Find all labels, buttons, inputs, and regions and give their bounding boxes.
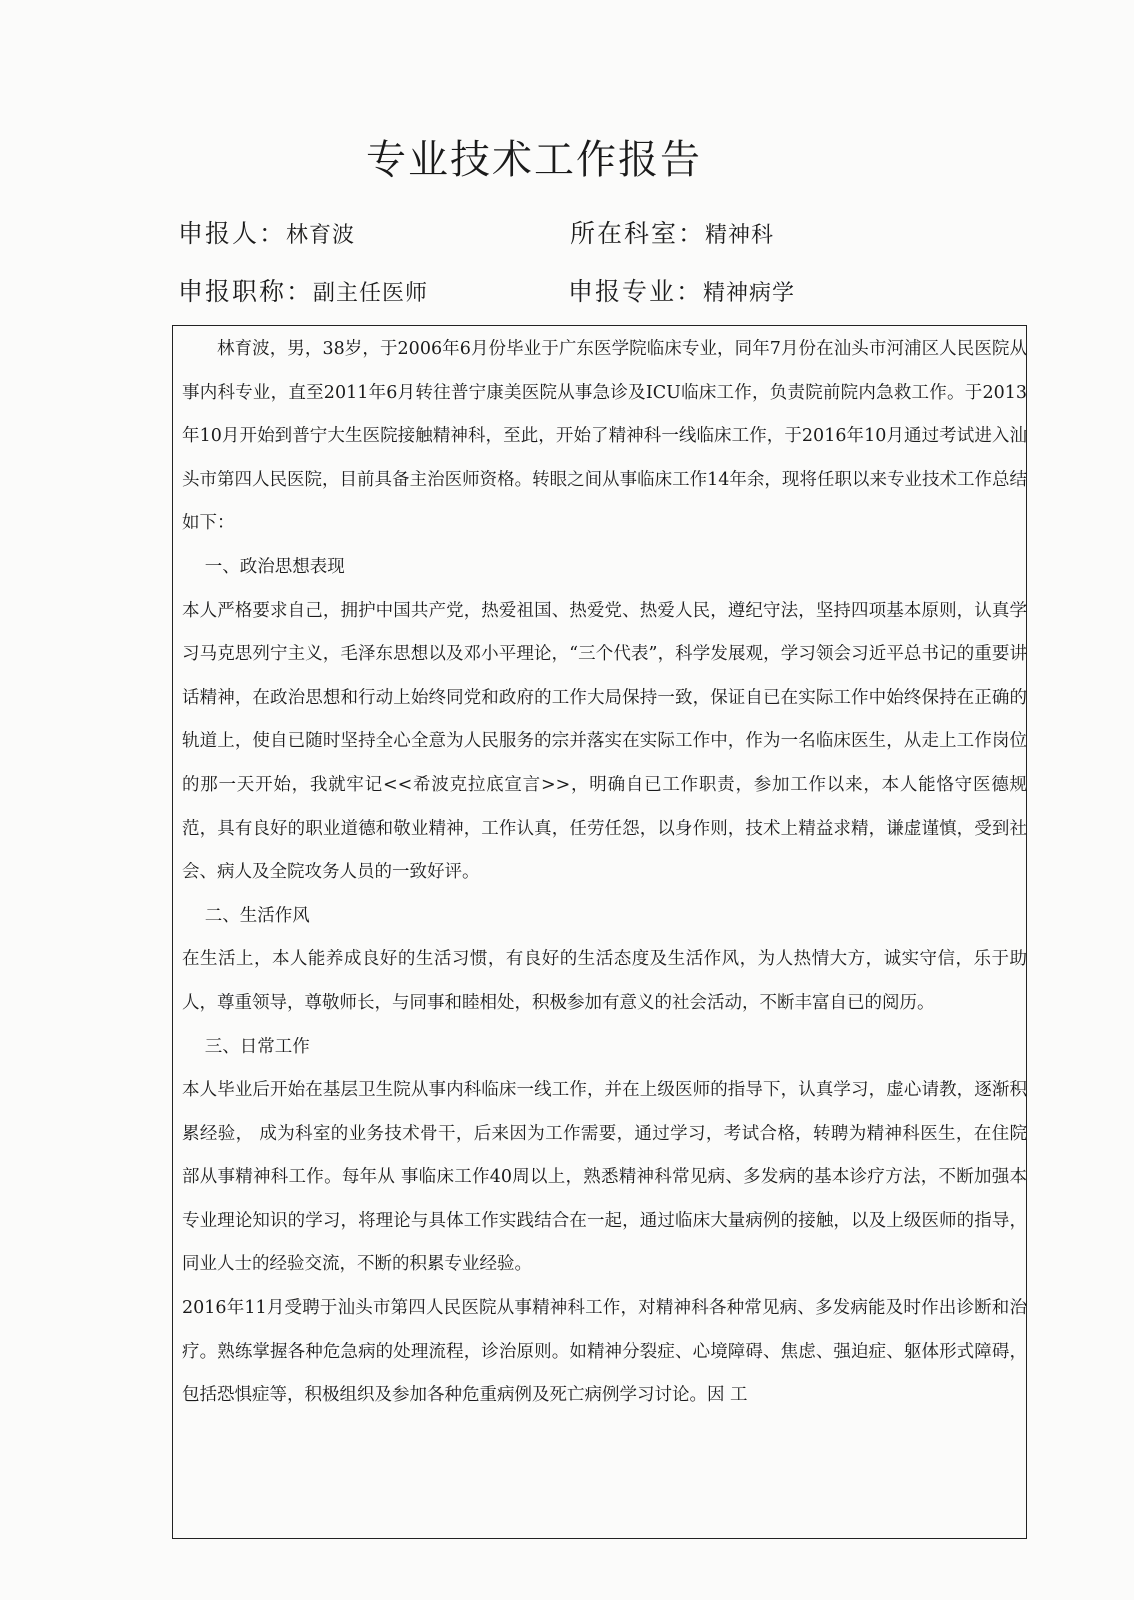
department-label: 所在科室： <box>570 219 706 248</box>
section-heading-lifestyle: 二、生活作风 <box>204 905 310 926</box>
daily-work-paragraph-2016: 2016年11月受聘于汕头市第四人民医院从事精神科工作，对精神科各种常见病、多发病能及时作出诊断和治疗。熟练掌握各种危急病的处理流程，诊治原则。如精神分裂症、心境障碍、焦虑、强迫症、躯体形式障碍，包括恐惧症等，积极组织及参加各种危重病例及死亡病例学习讨论。因 工 <box>182 1298 1027 1406</box>
politics-paragraph: 本人严格要求自己，拥护中国共产党，热爱祖国、热爱党、热爱人民，遵纪守法，坚持四项基本原则，认真学习马克思列宁主义，毛泽东思想以及邓小平理论，“三个代表”，科学发展观，学习领会习近平总书记的重要讲话精神，在政治思想和行动上始终同党和政府的工作大局保持一致，保证自已在实际工作中始终保持在正确的轨道上，使自已随时坚持全心全意为人民服务的宗并落实在实际工作中，作为一名临床医生，从走上工作岗位的那一天开始，我就牢记<<希波克拉底宣言>>，明确自已工作职责，参加工作以来，本人能恪守医德规范，具有良好的职业道德和敬业精神，工作认真，任劳任怨，以身作则，技术上精益求精，谦虚谨慎，受到社会、病人及全院攻务人员的一致好评。 <box>182 600 1027 883</box>
specialty-field <box>568 272 795 308</box>
position-label: 申报职称： <box>178 277 314 306</box>
lifestyle-paragraph: 在生活上，本人能养成良好的生活习惯，有良好的生活态度及生活作风，为人热情大方，诚实守信，乐于助人，尊重领导，尊敬师长，与同事和睦相处，积极参加有意义的社会活动，不断丰富自已的阅历。 <box>182 949 1027 1013</box>
specialty-value: 精神病学 <box>703 281 796 306</box>
applicant-value: 林育波 <box>286 223 356 248</box>
position-field <box>178 272 428 308</box>
department-value: 精神科 <box>705 223 775 248</box>
report-title: 专业技术工作报告 <box>366 137 702 183</box>
report-body <box>182 328 1027 1418</box>
intro-paragraph: 林育波，男，38岁，于2006年6月份毕业于广东医学院临床专业，同年7月份在汕头市河浦区人民医院从事内科专业，直至2011年6月转往普宁康美医院从事急诊及ICU临床工作，负责院前院内急救工作。于2013年10月开始到普宁大生医院接触精神科，至此，开始了精神科一线临床工作，于2016年10月通过考试进入汕头市第四人民医院，目前具备主治医师资格。转眼之间从事临床工作14年余，现将任职以来专业技术工作总结如下： <box>182 339 1027 534</box>
section-heading-politics: 一、政治思想表现 <box>204 556 345 577</box>
department-field <box>570 214 774 250</box>
specialty-label: 申报专业： <box>568 277 704 306</box>
applicant-label: 申报人： <box>178 219 287 248</box>
position-value: 副主任医师 <box>313 281 429 306</box>
applicant-field <box>178 214 355 250</box>
section-heading-daily-work: 三、日常工作 <box>204 1036 310 1057</box>
daily-work-paragraph: 本人毕业后开始在基层卫生院从事内科临床一线工作，并在上级医师的指导下，认真学习，虚心请教，逐渐积累经验， 成为科室的业务技术骨干，后来因为工作需要，通过学习，考试合格，转聘为精神科医生，在住院部从事精神科工作。每年从 事临床工作40周以上，熟悉精神科常见病、多发病的基本诊疗方法，不断加强本专业理论知识的学习，将理论与具体工作实践结合在一起，通过临床大量病例的接触，以及上级医师的指导，同业人士的经验交流，不断的积累专业经验。 <box>182 1080 1027 1275</box>
